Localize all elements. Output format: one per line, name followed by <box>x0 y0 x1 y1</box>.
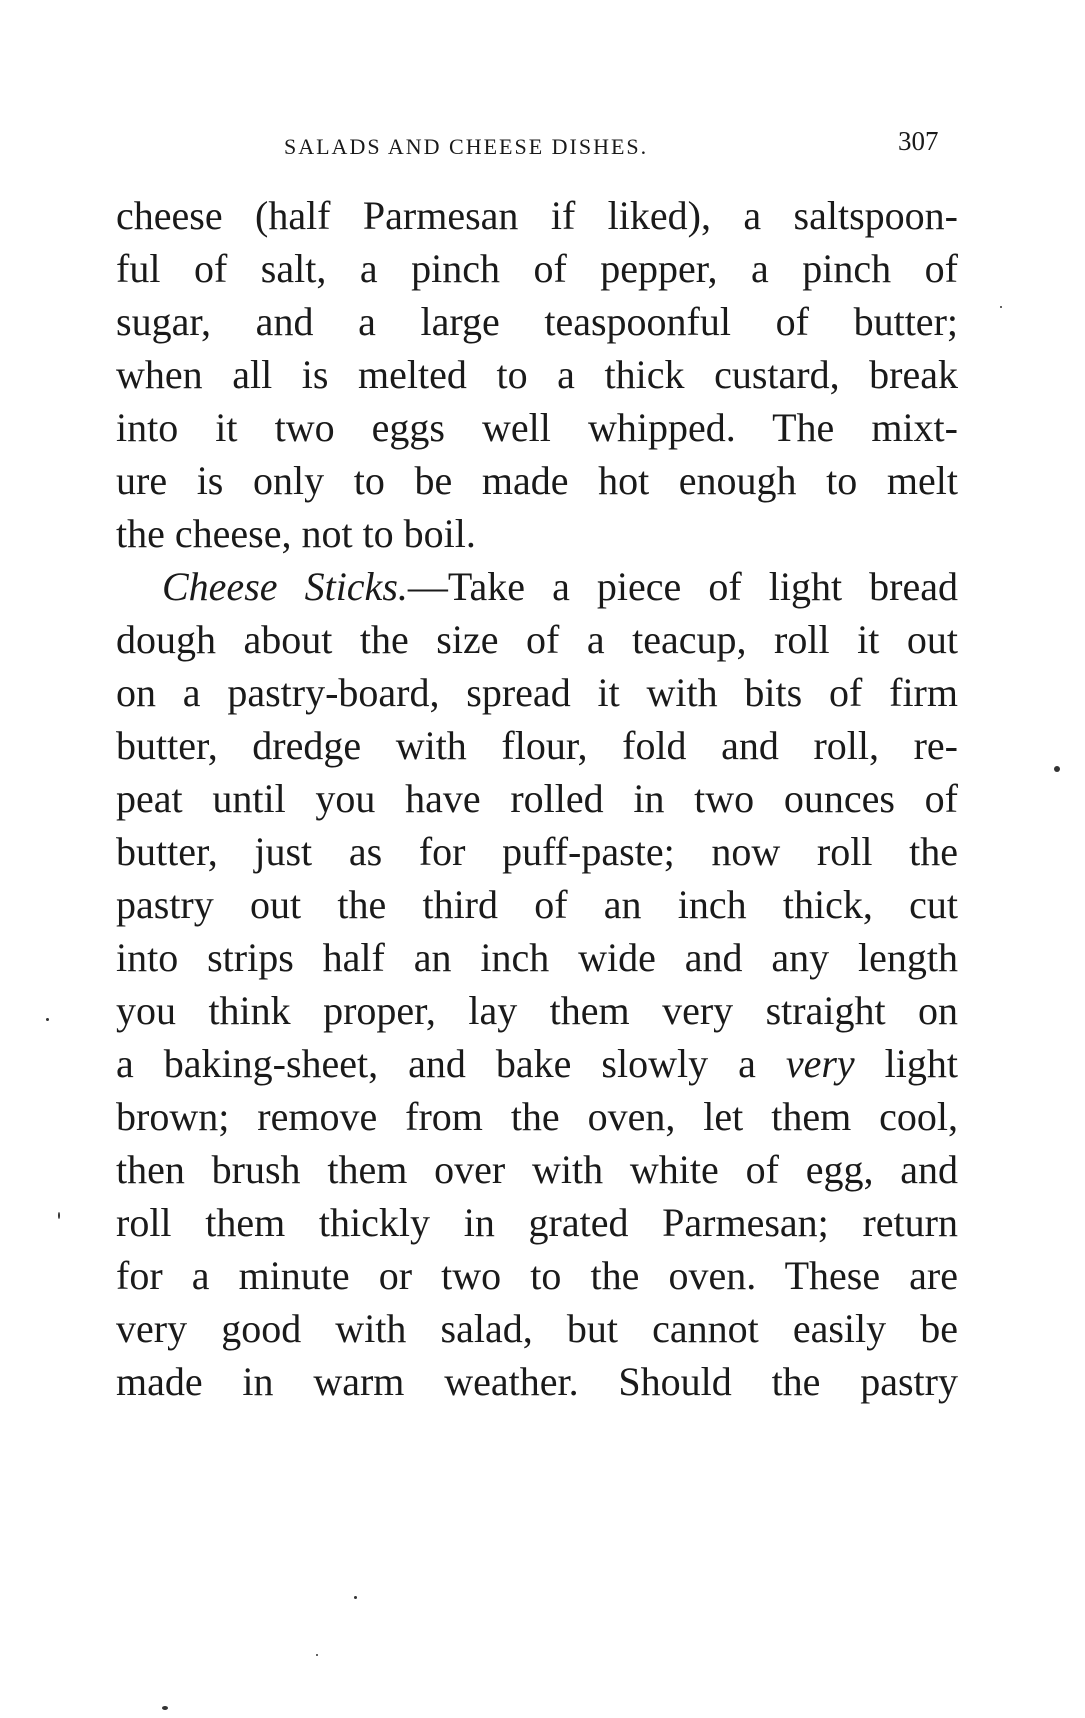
text-line: brown; remove from the oven, let them cool, <box>116 1094 958 1139</box>
text-line: into strips half an inch wide and any length <box>116 935 958 980</box>
text-line: ful of salt, a pinch of pepper, a pinch of <box>116 246 958 291</box>
text-line: cheese (half Parmesan if liked), a saltspoon- <box>116 193 958 238</box>
text-line: into it two eggs well whipped. The mixt- <box>116 405 958 450</box>
scan-speck <box>1000 306 1002 308</box>
text-line-with-emphasis <box>116 1035 958 1093</box>
text-line: then brush them over with white of egg, and <box>116 1147 958 1192</box>
running-head <box>0 128 1085 168</box>
emphasis-very: very <box>785 1041 855 1086</box>
text-line: ure is only to be made hot enough to melt <box>116 458 958 503</box>
scan-speck <box>1054 766 1060 772</box>
text-line: for a minute or two to the oven. These are <box>116 1253 958 1298</box>
text-line: butter, just as for puff-paste; now roll the <box>116 829 958 874</box>
scan-speck <box>354 1596 357 1599</box>
scan-speck <box>162 1706 168 1710</box>
text-fragment: a baking-sheet, and bake slowly a <box>116 1041 786 1086</box>
text-line: roll them thickly in grated Parmesan; return <box>116 1200 958 1245</box>
paragraph-start-line <box>162 558 958 616</box>
text-line: butter, dredge with flour, fold and roll, re- <box>116 723 958 768</box>
scan-speck <box>46 1018 49 1021</box>
text-fragment: light <box>854 1041 958 1086</box>
text-line: made in warm weather. Should the pastry <box>116 1359 958 1404</box>
text-line: when all is melted to a thick custard, break <box>116 352 958 397</box>
text-line: dough about the size of a teacup, roll it out <box>116 617 958 662</box>
scan-speck <box>316 1654 318 1656</box>
text-line: sugar, and a large teaspoonful of butter; <box>116 299 958 344</box>
text-line: very good with salad, but cannot easily be <box>116 1306 958 1351</box>
text-line: you think proper, lay them very straight on <box>116 988 958 1033</box>
text-line: pastry out the third of an inch thick, cut <box>116 882 958 927</box>
text-line: peat until you have rolled in two ounces of <box>116 776 958 821</box>
running-head-title: SALADS AND CHEESE DISHES. <box>284 134 649 159</box>
page-number: 307 <box>898 126 939 156</box>
scan-speck <box>58 1212 60 1219</box>
cheese-sticks-heading: Cheese Sticks. <box>162 564 408 609</box>
text-line: on a pastry-board, spread it with bits of firm <box>116 670 958 715</box>
text-line: the cheese, not to boil. <box>116 511 476 556</box>
text-fragment: —Take a piece of light bread <box>407 564 959 609</box>
